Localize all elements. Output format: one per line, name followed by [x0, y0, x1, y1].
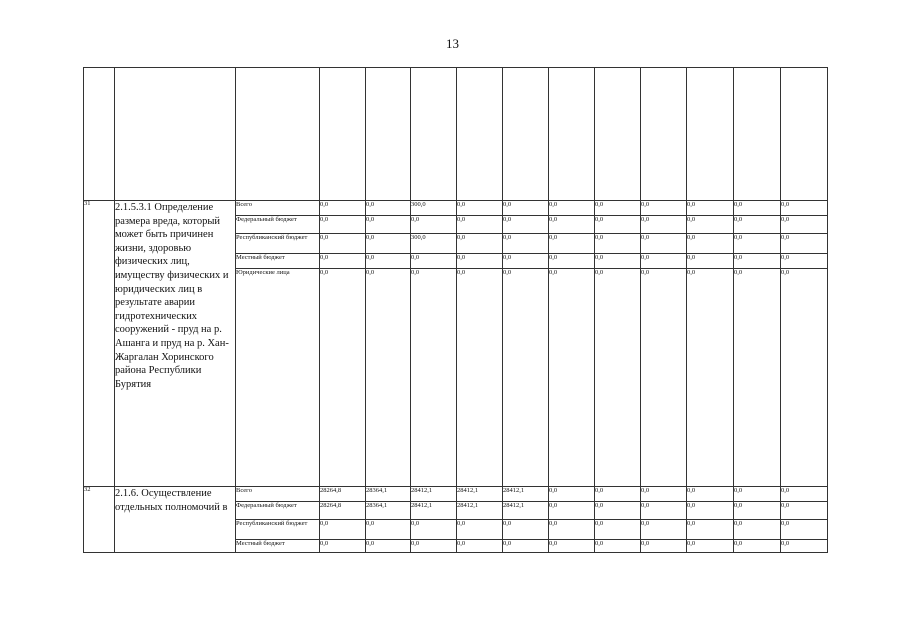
value-cell: 0,0 [595, 216, 641, 234]
header-cell [734, 68, 781, 201]
header-cell [503, 68, 549, 201]
value-cell: 0,0 [641, 254, 687, 269]
value-cell: 0,0 [595, 520, 641, 540]
value-cell: 0,0 [457, 234, 503, 254]
page-number: 13 [446, 36, 459, 51]
funding-source: Федеральный бюджет [236, 216, 320, 234]
value-cell: 0,0 [781, 254, 828, 269]
value-cell: 300,0 [411, 201, 457, 216]
value-cell: 0,0 [366, 216, 411, 234]
value-cell: 0,0 [641, 234, 687, 254]
value-cell: 28412,1 [411, 502, 457, 520]
value-cell: 0,0 [503, 254, 549, 269]
value-cell: 0,0 [734, 216, 781, 234]
funding-source: Всего [236, 487, 320, 502]
value-cell: 0,0 [595, 487, 641, 502]
value-cell: 0,0 [549, 540, 595, 553]
value-cell: 0,0 [503, 520, 549, 540]
value-cell: 0,0 [320, 520, 366, 540]
header-cell [320, 68, 366, 201]
value-cell: 0,0 [687, 216, 734, 234]
value-cell: 0,0 [595, 201, 641, 216]
value-cell: 0,0 [411, 254, 457, 269]
value-cell: 0,0 [595, 269, 641, 487]
value-cell: 0,0 [320, 216, 366, 234]
header-row [84, 68, 828, 201]
value-cell: 0,0 [641, 216, 687, 234]
value-cell: 0,0 [687, 520, 734, 540]
value-cell: 0,0 [457, 201, 503, 216]
value-cell: 0,0 [366, 520, 411, 540]
funding-source: Местный бюджет [236, 254, 320, 269]
measure-name: 2.1.5.3.1 Определение размера вреда, который может быть причинен жизни, здоровью физических лиц, имуществу физических и юридических лиц в результате аварии гидротехнических сооружений - пруд на р. Ашанга и пруд на р. Хан-Жаргалан Хоринского района Республики Бурятия [115, 201, 236, 487]
value-cell: 0,0 [503, 201, 549, 216]
value-cell: 0,0 [595, 502, 641, 520]
value-cell: 0,0 [641, 520, 687, 540]
value-cell: 0,0 [411, 520, 457, 540]
value-cell: 0,0 [734, 540, 781, 553]
value-cell: 0,0 [781, 269, 828, 487]
value-cell: 0,0 [595, 540, 641, 553]
header-cell [595, 68, 641, 201]
header-cell [641, 68, 687, 201]
table-row [84, 201, 828, 216]
value-cell: 0,0 [503, 234, 549, 254]
value-cell: 28364,1 [366, 487, 411, 502]
value-cell: 0,0 [549, 520, 595, 540]
value-cell: 0,0 [595, 254, 641, 269]
funding-source: Юридические лица [236, 269, 320, 487]
value-cell: 0,0 [734, 487, 781, 502]
value-cell: 0,0 [549, 201, 595, 216]
value-cell: 0,0 [503, 540, 549, 553]
value-cell: 28412,1 [457, 502, 503, 520]
value-cell: 0,0 [734, 254, 781, 269]
value-cell: 0,0 [687, 487, 734, 502]
value-cell: 0,0 [320, 254, 366, 269]
value-cell: 0,0 [641, 201, 687, 216]
value-cell: 0,0 [687, 540, 734, 553]
value-cell: 0,0 [549, 234, 595, 254]
value-cell: 28364,1 [366, 502, 411, 520]
value-cell: 0,0 [320, 201, 366, 216]
value-cell: 0,0 [687, 201, 734, 216]
value-cell: 28412,1 [503, 487, 549, 502]
value-cell: 28412,1 [457, 487, 503, 502]
header-cell [115, 68, 236, 201]
value-cell: 0,0 [781, 234, 828, 254]
header-cell [366, 68, 411, 201]
row-number: 31 [84, 201, 115, 487]
value-cell: 300,0 [411, 234, 457, 254]
value-cell: 0,0 [781, 487, 828, 502]
value-cell: 0,0 [734, 269, 781, 487]
value-cell: 0,0 [595, 234, 641, 254]
value-cell: 0,0 [781, 520, 828, 540]
value-cell: 0,0 [781, 502, 828, 520]
value-cell: 0,0 [366, 269, 411, 487]
value-cell: 0,0 [366, 254, 411, 269]
value-cell: 0,0 [457, 540, 503, 553]
value-cell: 0,0 [687, 254, 734, 269]
value-cell: 0,0 [549, 502, 595, 520]
value-cell: 0,0 [687, 502, 734, 520]
funding-source: Всего [236, 201, 320, 216]
value-cell: 0,0 [503, 216, 549, 234]
funding-source: Федеральный бюджет [236, 502, 320, 520]
value-cell: 0,0 [366, 201, 411, 216]
value-cell: 0,0 [320, 269, 366, 487]
value-cell: 0,0 [781, 201, 828, 216]
value-cell: 0,0 [457, 216, 503, 234]
value-cell: 0,0 [411, 269, 457, 487]
value-cell: 0,0 [734, 520, 781, 540]
value-cell: 0,0 [411, 540, 457, 553]
header-cell [236, 68, 320, 201]
header-cell [781, 68, 828, 201]
value-cell: 0,0 [320, 234, 366, 254]
value-cell: 0,0 [457, 254, 503, 269]
value-cell: 0,0 [457, 269, 503, 487]
value-cell: 0,0 [641, 487, 687, 502]
measure-name: 2.1.6. Осуществление отдельных полномочий в [115, 487, 236, 553]
header-cell [687, 68, 734, 201]
value-cell: 0,0 [549, 269, 595, 487]
value-cell: 0,0 [781, 216, 828, 234]
header-cell [549, 68, 595, 201]
value-cell: 0,0 [641, 502, 687, 520]
value-cell: 0,0 [366, 540, 411, 553]
budget-table [83, 67, 828, 553]
value-cell: 0,0 [503, 269, 549, 487]
value-cell: 0,0 [687, 269, 734, 487]
value-cell: 0,0 [781, 540, 828, 553]
value-cell: 0,0 [734, 234, 781, 254]
value-cell: 28412,1 [411, 487, 457, 502]
value-cell: 0,0 [549, 254, 595, 269]
value-cell: 28412,1 [503, 502, 549, 520]
value-cell: 0,0 [366, 234, 411, 254]
value-cell: 0,0 [641, 269, 687, 487]
value-cell: 0,0 [549, 216, 595, 234]
table-row [84, 487, 828, 502]
funding-source: Республиканский бюджет [236, 234, 320, 254]
row-number: 32 [84, 487, 115, 553]
value-cell: 0,0 [457, 520, 503, 540]
value-cell: 0,0 [734, 502, 781, 520]
value-cell: 0,0 [687, 234, 734, 254]
value-cell: 28264,8 [320, 487, 366, 502]
value-cell: 28264,8 [320, 502, 366, 520]
value-cell: 0,0 [641, 540, 687, 553]
funding-source: Местный бюджет [236, 540, 320, 553]
header-cell [457, 68, 503, 201]
value-cell: 0,0 [411, 216, 457, 234]
value-cell: 0,0 [734, 201, 781, 216]
value-cell: 0,0 [549, 487, 595, 502]
header-cell [411, 68, 457, 201]
funding-source: Республиканский бюджет [236, 520, 320, 540]
value-cell: 0,0 [320, 540, 366, 553]
header-cell [84, 68, 115, 201]
